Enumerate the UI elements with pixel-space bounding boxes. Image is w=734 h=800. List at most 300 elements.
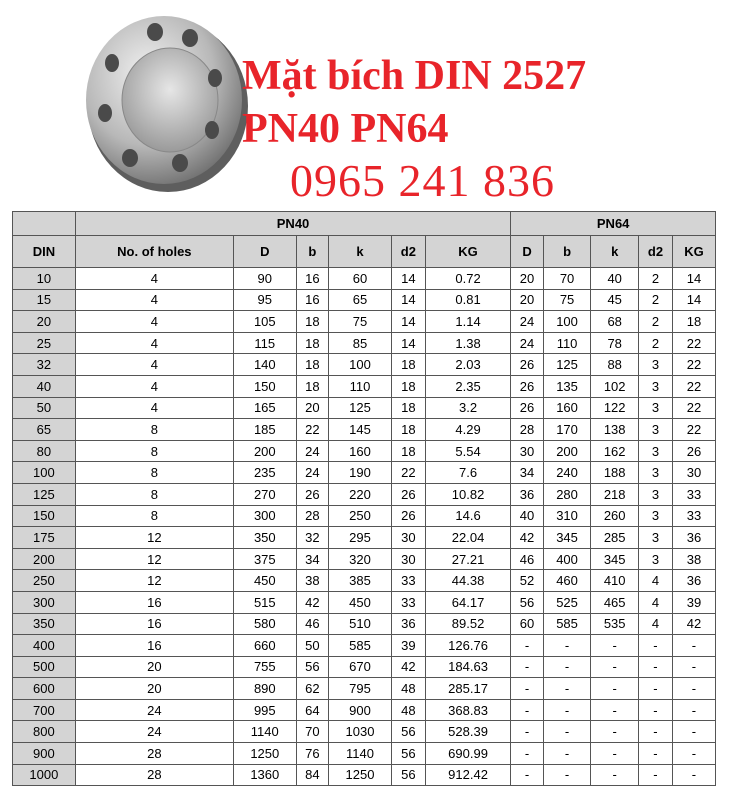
table-cell: 30 — [511, 440, 543, 462]
table-row — [13, 699, 716, 721]
table-cell: - — [591, 721, 639, 743]
table-cell: 995 — [233, 699, 296, 721]
table-cell: 285 — [591, 527, 639, 549]
table-cell: 4 — [75, 268, 233, 290]
table-cell: 3.2 — [425, 397, 511, 419]
table-cell: 68 — [591, 311, 639, 333]
table-cell: 14.6 — [425, 505, 511, 527]
table-cell: 138 — [591, 419, 639, 441]
table-row — [13, 656, 716, 678]
table-row — [13, 591, 716, 613]
flange-dimension-table — [12, 211, 716, 786]
table-cell: 3 — [639, 419, 673, 441]
din-cell: 50 — [13, 397, 76, 419]
table-row — [13, 678, 716, 700]
table-cell: 22 — [672, 354, 715, 376]
table-cell: 36 — [511, 483, 543, 505]
table-cell: 670 — [329, 656, 392, 678]
table-cell: 1.14 — [425, 311, 511, 333]
table-cell: 28 — [296, 505, 328, 527]
table-body — [13, 268, 716, 786]
table-cell: 16 — [75, 591, 233, 613]
table-cell: 585 — [329, 635, 392, 657]
table-cell: - — [591, 699, 639, 721]
table-cell: 110 — [329, 375, 392, 397]
table-cell: - — [591, 635, 639, 657]
table-cell: 42 — [672, 613, 715, 635]
table-cell: 1140 — [233, 721, 296, 743]
table-cell: 12 — [75, 527, 233, 549]
table-cell: 3 — [639, 375, 673, 397]
table-cell: 62 — [296, 678, 328, 700]
table-cell: 26 — [511, 375, 543, 397]
table-row — [13, 419, 716, 441]
table-cell: - — [511, 678, 543, 700]
table-cell: 95 — [233, 289, 296, 311]
table-cell: 42 — [511, 527, 543, 549]
din-cell: 20 — [13, 311, 76, 333]
table-cell: 24 — [511, 311, 543, 333]
table-cell: 65 — [329, 289, 392, 311]
table-cell: 42 — [296, 591, 328, 613]
title-line-1: Mặt bích DIN 2527 — [242, 53, 587, 99]
table-cell: 24 — [296, 440, 328, 462]
table-cell: - — [543, 743, 591, 765]
din-cell: 25 — [13, 332, 76, 354]
table-cell: 28 — [511, 419, 543, 441]
table-cell: 64.17 — [425, 591, 511, 613]
table-row — [13, 570, 716, 592]
table-cell: - — [672, 764, 715, 786]
table-cell: 160 — [543, 397, 591, 419]
table-cell: 170 — [543, 419, 591, 441]
table-cell: 515 — [233, 591, 296, 613]
table-cell: 218 — [591, 483, 639, 505]
table-cell: 0.72 — [425, 268, 511, 290]
table-cell: 510 — [329, 613, 392, 635]
table-cell: 8 — [75, 505, 233, 527]
table-cell: 45 — [591, 289, 639, 311]
table-cell: 42 — [391, 656, 425, 678]
table-cell: 64 — [296, 699, 328, 721]
table-row — [13, 613, 716, 635]
table-row — [13, 289, 716, 311]
table-cell: 188 — [591, 462, 639, 484]
table-cell: 900 — [329, 699, 392, 721]
table-cell: - — [591, 656, 639, 678]
table-cell: 795 — [329, 678, 392, 700]
table-row — [13, 375, 716, 397]
table-cell: 200 — [543, 440, 591, 462]
din-cell: 400 — [13, 635, 76, 657]
din-cell: 200 — [13, 548, 76, 570]
table-cell: 450 — [233, 570, 296, 592]
table-cell: 1360 — [233, 764, 296, 786]
table-cell: 270 — [233, 483, 296, 505]
table-cell: - — [511, 743, 543, 765]
table-cell: 88 — [591, 354, 639, 376]
table-cell: 22.04 — [425, 527, 511, 549]
table-cell: 18 — [391, 419, 425, 441]
table-cell: 22 — [672, 419, 715, 441]
table-cell: 102 — [591, 375, 639, 397]
table-cell: 14 — [391, 289, 425, 311]
table-cell: 38 — [296, 570, 328, 592]
table-cell: 450 — [329, 591, 392, 613]
table-cell: 14 — [391, 311, 425, 333]
column-header: D — [233, 236, 296, 268]
table-row — [13, 635, 716, 657]
table-cell: 22 — [296, 419, 328, 441]
table-cell: 70 — [543, 268, 591, 290]
table-cell: 184.63 — [425, 656, 511, 678]
table-cell: 34 — [511, 462, 543, 484]
table-row — [13, 311, 716, 333]
title-line-2: PN40 PN64 — [242, 106, 449, 152]
table-row — [13, 462, 716, 484]
table-cell: 100 — [543, 311, 591, 333]
table-cell: 465 — [591, 591, 639, 613]
table-cell: 24 — [511, 332, 543, 354]
table-cell: 14 — [672, 268, 715, 290]
table-row — [13, 527, 716, 549]
din-cell: 350 — [13, 613, 76, 635]
table-cell: 240 — [543, 462, 591, 484]
table-cell: 8 — [75, 440, 233, 462]
table-cell: 18 — [391, 440, 425, 462]
table-cell: - — [672, 635, 715, 657]
table-cell: - — [591, 678, 639, 700]
table-cell: 40 — [511, 505, 543, 527]
column-header-row — [13, 236, 716, 268]
table-cell: 78 — [591, 332, 639, 354]
table-cell: 30 — [391, 527, 425, 549]
table-cell: 75 — [543, 289, 591, 311]
table-cell: 56 — [511, 591, 543, 613]
table-cell: 18 — [296, 354, 328, 376]
table-cell: - — [639, 678, 673, 700]
table-cell: 2.03 — [425, 354, 511, 376]
corner-cell — [13, 212, 76, 236]
column-header: DIN — [13, 236, 76, 268]
table-cell: 70 — [296, 721, 328, 743]
table-cell: 33 — [391, 591, 425, 613]
table-cell: 3 — [639, 548, 673, 570]
din-cell: 15 — [13, 289, 76, 311]
table-cell: 18 — [391, 375, 425, 397]
table-cell: 14 — [672, 289, 715, 311]
table-cell: 18 — [391, 354, 425, 376]
table-cell: 162 — [591, 440, 639, 462]
column-header: d2 — [639, 236, 673, 268]
table-cell: 20 — [511, 289, 543, 311]
table-cell: - — [591, 743, 639, 765]
table-cell: 115 — [233, 332, 296, 354]
table-cell: 16 — [296, 289, 328, 311]
table-cell: - — [639, 743, 673, 765]
din-cell: 10 — [13, 268, 76, 290]
table-cell: 32 — [296, 527, 328, 549]
table-cell: 5.54 — [425, 440, 511, 462]
table-cell: 4 — [639, 613, 673, 635]
table-cell: 60 — [329, 268, 392, 290]
table-cell: 1030 — [329, 721, 392, 743]
table-cell: 34 — [296, 548, 328, 570]
table-cell: 84 — [296, 764, 328, 786]
table-row — [13, 505, 716, 527]
table-cell: 345 — [543, 527, 591, 549]
table-cell: - — [672, 678, 715, 700]
group-header-pn40: PN40 — [75, 212, 511, 236]
table-cell: 26 — [672, 440, 715, 462]
table-cell: 160 — [329, 440, 392, 462]
din-cell: 32 — [13, 354, 76, 376]
table-cell: - — [543, 699, 591, 721]
table-row — [13, 397, 716, 419]
table-cell: 1250 — [233, 743, 296, 765]
table-cell: - — [511, 721, 543, 743]
table-cell: 345 — [591, 548, 639, 570]
table-row — [13, 483, 716, 505]
table-cell: 36 — [672, 570, 715, 592]
table-cell: 890 — [233, 678, 296, 700]
table-cell: 580 — [233, 613, 296, 635]
table-cell: 38 — [672, 548, 715, 570]
group-header-pn64: PN64 — [511, 212, 716, 236]
table-cell: 126.76 — [425, 635, 511, 657]
table-cell: 22 — [672, 375, 715, 397]
phone-watermark: 0965 241 836 — [290, 155, 555, 206]
table-cell: 3 — [639, 397, 673, 419]
table-cell: 56 — [391, 764, 425, 786]
table-row — [13, 332, 716, 354]
table-cell: 8 — [75, 483, 233, 505]
table-cell: 46 — [511, 548, 543, 570]
table-cell: 16 — [75, 635, 233, 657]
table-cell: 26 — [391, 483, 425, 505]
table-cell: 75 — [329, 311, 392, 333]
table-cell: - — [672, 743, 715, 765]
table-cell: 18 — [391, 397, 425, 419]
din-cell: 65 — [13, 419, 76, 441]
table-cell: 26 — [296, 483, 328, 505]
table-cell: 33 — [672, 505, 715, 527]
table-cell: 90 — [233, 268, 296, 290]
table-cell: - — [672, 721, 715, 743]
table-cell: 185 — [233, 419, 296, 441]
table-cell: 4 — [75, 311, 233, 333]
table-cell: 44.38 — [425, 570, 511, 592]
table-cell: 122 — [591, 397, 639, 419]
table-cell: 20 — [75, 656, 233, 678]
table-cell: 3 — [639, 440, 673, 462]
table-cell: 33 — [672, 483, 715, 505]
table-cell: 46 — [296, 613, 328, 635]
din-cell: 80 — [13, 440, 76, 462]
table-cell: - — [672, 656, 715, 678]
table-cell: 24 — [75, 699, 233, 721]
table-cell: - — [543, 656, 591, 678]
table-cell: 190 — [329, 462, 392, 484]
din-cell: 40 — [13, 375, 76, 397]
table-cell: 2 — [639, 332, 673, 354]
column-header: b — [296, 236, 328, 268]
table-cell: 3 — [639, 527, 673, 549]
table-cell: 690.99 — [425, 743, 511, 765]
table-cell: 26 — [511, 397, 543, 419]
table-cell: 8 — [75, 419, 233, 441]
table-cell: - — [543, 764, 591, 786]
table-cell: 40 — [591, 268, 639, 290]
table-cell: 105 — [233, 311, 296, 333]
table-cell: 660 — [233, 635, 296, 657]
din-cell: 150 — [13, 505, 76, 527]
table-cell: - — [639, 699, 673, 721]
table-cell: 300 — [233, 505, 296, 527]
table-cell: 48 — [391, 699, 425, 721]
table-cell: 410 — [591, 570, 639, 592]
table-cell: - — [639, 721, 673, 743]
table-cell: 20 — [511, 268, 543, 290]
table-cell: - — [639, 656, 673, 678]
table-cell: 56 — [391, 721, 425, 743]
table-cell: 14 — [391, 332, 425, 354]
table-cell: 165 — [233, 397, 296, 419]
column-header: b — [543, 236, 591, 268]
table-cell: 1250 — [329, 764, 392, 786]
table-cell: 375 — [233, 548, 296, 570]
table-cell: 52 — [511, 570, 543, 592]
table-cell: 0.81 — [425, 289, 511, 311]
table-cell: 368.83 — [425, 699, 511, 721]
din-cell: 800 — [13, 721, 76, 743]
din-cell: 175 — [13, 527, 76, 549]
table-cell: 10.82 — [425, 483, 511, 505]
table-cell: 528.39 — [425, 721, 511, 743]
table-cell: 110 — [543, 332, 591, 354]
column-header: No. of holes — [75, 236, 233, 268]
table-cell: 30 — [672, 462, 715, 484]
table-row — [13, 721, 716, 743]
table-cell: 56 — [296, 656, 328, 678]
table-cell: 18 — [296, 375, 328, 397]
table-cell: 755 — [233, 656, 296, 678]
table-cell: - — [511, 635, 543, 657]
table-cell: 26 — [391, 505, 425, 527]
table-cell: 320 — [329, 548, 392, 570]
table-cell: 39 — [672, 591, 715, 613]
table-cell: 24 — [75, 721, 233, 743]
table-cell: 140 — [233, 354, 296, 376]
table-cell: 4.29 — [425, 419, 511, 441]
table-cell: - — [543, 721, 591, 743]
table-cell: 150 — [233, 375, 296, 397]
din-cell: 900 — [13, 743, 76, 765]
table-cell: 385 — [329, 570, 392, 592]
table-cell: 4 — [75, 375, 233, 397]
table-cell: 4 — [639, 591, 673, 613]
table-row — [13, 268, 716, 290]
table-cell: 26 — [511, 354, 543, 376]
table-cell: 535 — [591, 613, 639, 635]
table-cell: 4 — [75, 332, 233, 354]
table-cell: 200 — [233, 440, 296, 462]
table-cell: 28 — [75, 764, 233, 786]
din-cell: 250 — [13, 570, 76, 592]
table-cell: 400 — [543, 548, 591, 570]
din-cell: 1000 — [13, 764, 76, 786]
table-cell: 7.6 — [425, 462, 511, 484]
table-cell: 260 — [591, 505, 639, 527]
table-cell: 2 — [639, 268, 673, 290]
table-cell: 4 — [639, 570, 673, 592]
table-cell: 3 — [639, 505, 673, 527]
table-cell: - — [591, 764, 639, 786]
table-cell: 8 — [75, 462, 233, 484]
table-cell: 18 — [296, 332, 328, 354]
table-cell: 18 — [296, 311, 328, 333]
column-header: KG — [672, 236, 715, 268]
din-cell: 700 — [13, 699, 76, 721]
table-cell: 33 — [391, 570, 425, 592]
column-header: KG — [425, 236, 511, 268]
table-cell: 125 — [329, 397, 392, 419]
table-cell: 3 — [639, 483, 673, 505]
table-cell: - — [511, 764, 543, 786]
table-cell: 3 — [639, 462, 673, 484]
table-cell: - — [543, 635, 591, 657]
table-cell: 24 — [296, 462, 328, 484]
table-cell: 912.42 — [425, 764, 511, 786]
table-cell: 20 — [296, 397, 328, 419]
blind-flange-image — [80, 8, 250, 193]
table-cell: 2 — [639, 289, 673, 311]
table-cell: - — [672, 699, 715, 721]
table-cell: 20 — [75, 678, 233, 700]
table-cell: - — [639, 764, 673, 786]
table-cell: 39 — [391, 635, 425, 657]
table-row — [13, 764, 716, 786]
table-cell: 18 — [672, 311, 715, 333]
table-cell: 280 — [543, 483, 591, 505]
table-cell: 235 — [233, 462, 296, 484]
table-cell: - — [511, 656, 543, 678]
table-cell: 220 — [329, 483, 392, 505]
table-cell: 14 — [391, 268, 425, 290]
din-cell: 500 — [13, 656, 76, 678]
table-cell: 36 — [672, 527, 715, 549]
table-cell: 30 — [391, 548, 425, 570]
table-cell: 4 — [75, 397, 233, 419]
table-cell: 12 — [75, 548, 233, 570]
din-cell: 600 — [13, 678, 76, 700]
table-cell: 250 — [329, 505, 392, 527]
column-header: k — [329, 236, 392, 268]
table-cell: 460 — [543, 570, 591, 592]
table-cell: 295 — [329, 527, 392, 549]
table-cell: 4 — [75, 289, 233, 311]
table-cell: 145 — [329, 419, 392, 441]
table-cell: - — [639, 635, 673, 657]
table-cell: 125 — [543, 354, 591, 376]
table-cell: - — [543, 678, 591, 700]
din-cell: 125 — [13, 483, 76, 505]
table-cell: 36 — [391, 613, 425, 635]
table-cell: - — [511, 699, 543, 721]
table-cell: 89.52 — [425, 613, 511, 635]
table-cell: 2 — [639, 311, 673, 333]
table-row — [13, 548, 716, 570]
